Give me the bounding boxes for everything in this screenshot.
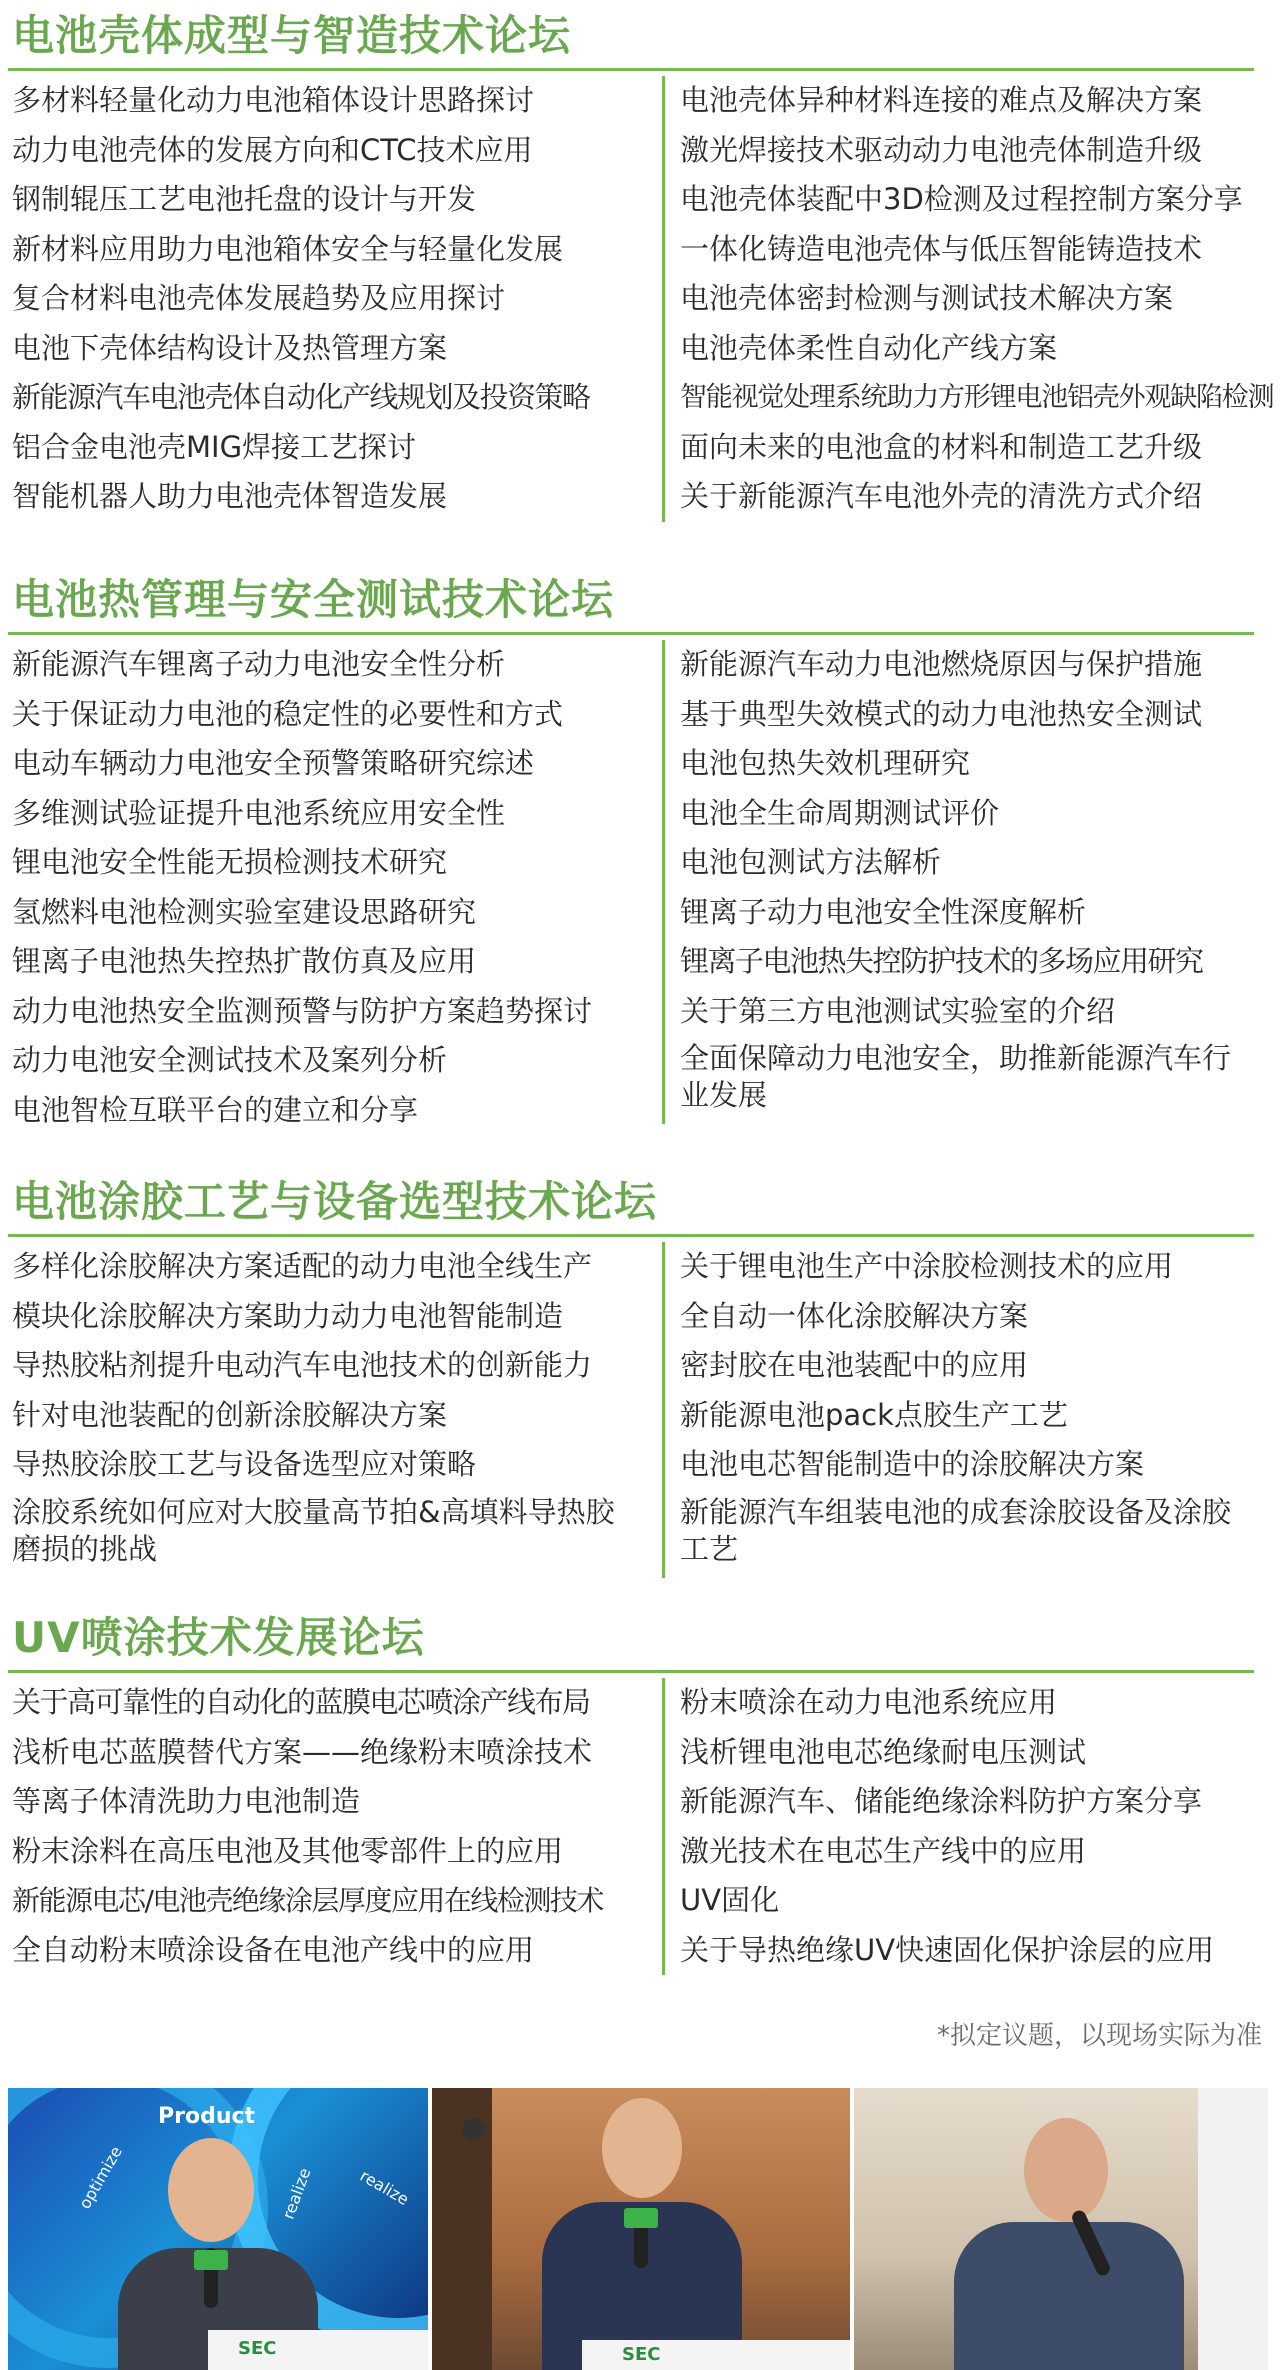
section-title: 电池涂胶工艺与设备选型技术论坛 <box>12 1177 658 1226</box>
topic-item: 动力电池壳体的发展方向和CTC技术应用 <box>12 132 533 167</box>
topic-item: 关于锂电池生产中涂胶检测技术的应用 <box>680 1249 1174 1283</box>
topic-item: 粉末涂料在高压电池及其他零部件上的应用 <box>12 1833 564 1868</box>
topic-item: 电池壳体密封检测与测试技术解决方案 <box>680 281 1174 315</box>
topic-item: 导热胶涂胶工艺与设备选型应对策略 <box>12 1447 477 1481</box>
backdrop-text: realize <box>356 2166 413 2209</box>
topic-item: 关于第三方电池测试实验室的介绍 <box>680 993 1116 1028</box>
topic-item: 面向未来的电池盒的材料和制造工艺升级 <box>680 429 1203 464</box>
forum-section-1 <box>0 6 1280 546</box>
topic-list-left <box>12 1242 658 1578</box>
topic-item: 针对电池装配的创新涂胶解决方案 <box>12 1397 448 1432</box>
topic-list-left <box>12 640 658 1135</box>
topic-item: 氢燃料电池检测实验室建设思路研究 <box>12 894 477 929</box>
topic-list-left <box>12 76 658 522</box>
section-title: 电池壳体成型与智造技术论坛 <box>12 11 572 60</box>
speaker-body <box>954 2222 1184 2370</box>
topic-item: 电池包测试方法解析 <box>680 845 942 879</box>
topic-item: 电池壳体柔性自动化产线方案 <box>680 330 1058 365</box>
topic-item: 全自动粉末喷涂设备在电池产线中的应用 <box>12 1932 535 1967</box>
topic-list-right <box>662 76 1280 522</box>
section-title: 电池热管理与安全测试技术论坛 <box>12 575 615 624</box>
topic-item: 一体化铸造电池壳体与低压智能铸造技术 <box>680 231 1203 266</box>
topic-list-right <box>662 1242 1280 1578</box>
topic-item: 新能源汽车、储能绝缘涂料防护方案分享 <box>680 1784 1203 1818</box>
topic-item: 电池智检互联平台的建立和分享 <box>12 1092 419 1127</box>
section-divider <box>8 1670 1254 1673</box>
topic-item: 新能源汽车锂离子动力电池安全性分析 <box>12 647 506 681</box>
camera-icon <box>462 2118 484 2140</box>
topic-list-right <box>662 640 1280 1124</box>
topic-item: 锂离子电池热失控防护技术的多场应用研究 <box>680 944 1203 978</box>
topic-item: 动力电池热安全监测预警与防护方案趋势探讨 <box>12 993 593 1028</box>
topic-item: 锂离子电池热失控热扩散仿真及应用 <box>12 944 477 978</box>
section-divider <box>8 68 1254 71</box>
topic-list-right <box>662 1678 1280 1975</box>
speaker-head <box>1024 2118 1108 2222</box>
speaker-photo-3 <box>854 2088 1268 2370</box>
speaker-photo-1 <box>8 2088 428 2370</box>
speaker-figure <box>954 2118 1184 2370</box>
topic-item: 新能源电池pack点胶生产工艺 <box>680 1397 1068 1432</box>
topic-item: 关于保证动力电池的稳定性的必要性和方式 <box>12 696 564 731</box>
topic-item: 电池包热失效机理研究 <box>680 746 971 780</box>
topic-item: 锂电池安全性能无损检测技术研究 <box>12 845 448 879</box>
speaker-head <box>168 2138 254 2242</box>
lectern-logo: SEC <box>238 2338 277 2359</box>
speaker-photo-2 <box>432 2088 850 2370</box>
topic-item: 密封胶在电池装配中的应用 <box>680 1348 1029 1382</box>
topic-item: 锂离子动力电池安全性深度解析 <box>680 894 1087 929</box>
forum-section-3 <box>0 1172 1280 1592</box>
topic-item: 新能源汽车组装电池的成套涂胶设备及涂胶工艺 <box>680 1494 1232 1566</box>
topic-item: 关于新能源汽车电池外壳的清洗方式介绍 <box>680 479 1203 513</box>
mic-badge <box>194 2250 228 2270</box>
speaker-figure <box>542 2098 742 2370</box>
mic-badge <box>624 2208 658 2228</box>
topic-item: 钢制辊压工艺电池托盘的设计与开发 <box>12 182 477 216</box>
topic-item: 电池壳体异种材料连接的难点及解决方案 <box>680 83 1203 117</box>
section-title: UV喷涂技术发展论坛 <box>12 1613 425 1662</box>
topic-item: 激光技术在电芯生产线中的应用 <box>680 1833 1087 1868</box>
topic-item: 新材料应用助力电池箱体安全与轻量化发展 <box>12 231 564 266</box>
topic-item: 基于典型失效模式的动力电池热安全测试 <box>680 696 1203 731</box>
topic-item: 粉末喷涂在动力电池系统应用 <box>680 1685 1058 1719</box>
topic-item: 涂胶系统如何应对大胶量高节拍&高填料导热胶磨损的挑战 <box>12 1494 615 1566</box>
speaker-head <box>602 2098 682 2198</box>
backdrop-text: optimize <box>75 2142 126 2213</box>
topic-item: 激光焊接技术驱动动力电池壳体制造升级 <box>680 132 1203 167</box>
topic-item: 新能源汽车动力电池燃烧原因与保护措施 <box>680 647 1203 681</box>
topic-item: 多材料轻量化动力电池箱体设计思路探讨 <box>12 83 535 117</box>
topic-item: 全面保障动力电池安全，助推新能源汽车行业发展 <box>680 1041 1232 1112</box>
backdrop-text: realize <box>278 2165 315 2222</box>
lectern-logo: SEC <box>622 2344 661 2365</box>
topic-list-left <box>12 1678 658 1975</box>
topic-item: 新能源电芯/电池壳绝缘涂层厚度应用在线检测技术 <box>12 1884 603 1917</box>
forum-section-4 <box>0 1608 1280 2008</box>
topic-item: 动力电池安全测试技术及案列分析 <box>12 1043 448 1077</box>
topic-item: 模块化涂胶解决方案助力动力电池智能制造 <box>12 1298 564 1333</box>
topic-item: 智能机器人助力电池壳体智造发展 <box>12 479 448 513</box>
wall-panel <box>1198 2088 1268 2370</box>
topic-item: 浅析电芯蓝膜替代方案——绝缘粉末喷涂技术 <box>12 1734 593 1769</box>
lectern <box>208 2330 428 2370</box>
backdrop-text: Product <box>158 2104 256 2129</box>
section-divider <box>8 1234 1254 1237</box>
topic-item: 关于导热绝缘UV快速固化保护涂层的应用 <box>680 1932 1215 1967</box>
forum-section-2 <box>0 570 1280 1140</box>
topic-item: 浅析锂电池电芯绝缘耐电压测试 <box>680 1734 1087 1769</box>
topic-item: 多维测试验证提升电池系统应用安全性 <box>12 795 506 830</box>
topic-item: 等离子体清洗助力电池制造 <box>12 1784 361 1818</box>
disclaimer-note: *拟定议题，以现场实际为准 <box>936 2021 1262 2051</box>
topic-item: 电池全生命周期测试评价 <box>680 795 1000 830</box>
topic-item: 多样化涂胶解决方案适配的动力电池全线生产 <box>12 1249 593 1283</box>
topic-item: 铝合金电池壳MIG焊接工艺探讨 <box>12 429 417 464</box>
speaker-photo-strip <box>8 2088 1268 2370</box>
topic-item: 复合材料电池壳体发展趋势及应用探讨 <box>12 281 506 315</box>
topic-item: 导热胶粘剂提升电动汽车电池技术的创新能力 <box>12 1348 593 1382</box>
lectern <box>582 2340 850 2370</box>
topic-item: UV固化 <box>680 1883 780 1917</box>
topic-item: 关于高可靠性的自动化的蓝膜电芯喷涂产线布局 <box>12 1685 590 1719</box>
topic-item: 全自动一体化涂胶解决方案 <box>680 1298 1029 1333</box>
topic-item: 电池下壳体结构设计及热管理方案 <box>12 330 448 365</box>
topic-item: 电池壳体装配中3D检测及过程控制方案分享 <box>680 182 1243 216</box>
topic-item: 电动车辆动力电池安全预警策略研究综述 <box>12 746 535 780</box>
topic-item: 智能视觉处理系统助力方形锂电池铝壳外观缺陷检测 <box>680 382 1274 413</box>
section-divider <box>8 632 1254 635</box>
topic-item: 新能源汽车电池壳体自动化产线规划及投资策略 <box>12 380 590 414</box>
topic-item: 电池电芯智能制造中的涂胶解决方案 <box>680 1447 1145 1481</box>
